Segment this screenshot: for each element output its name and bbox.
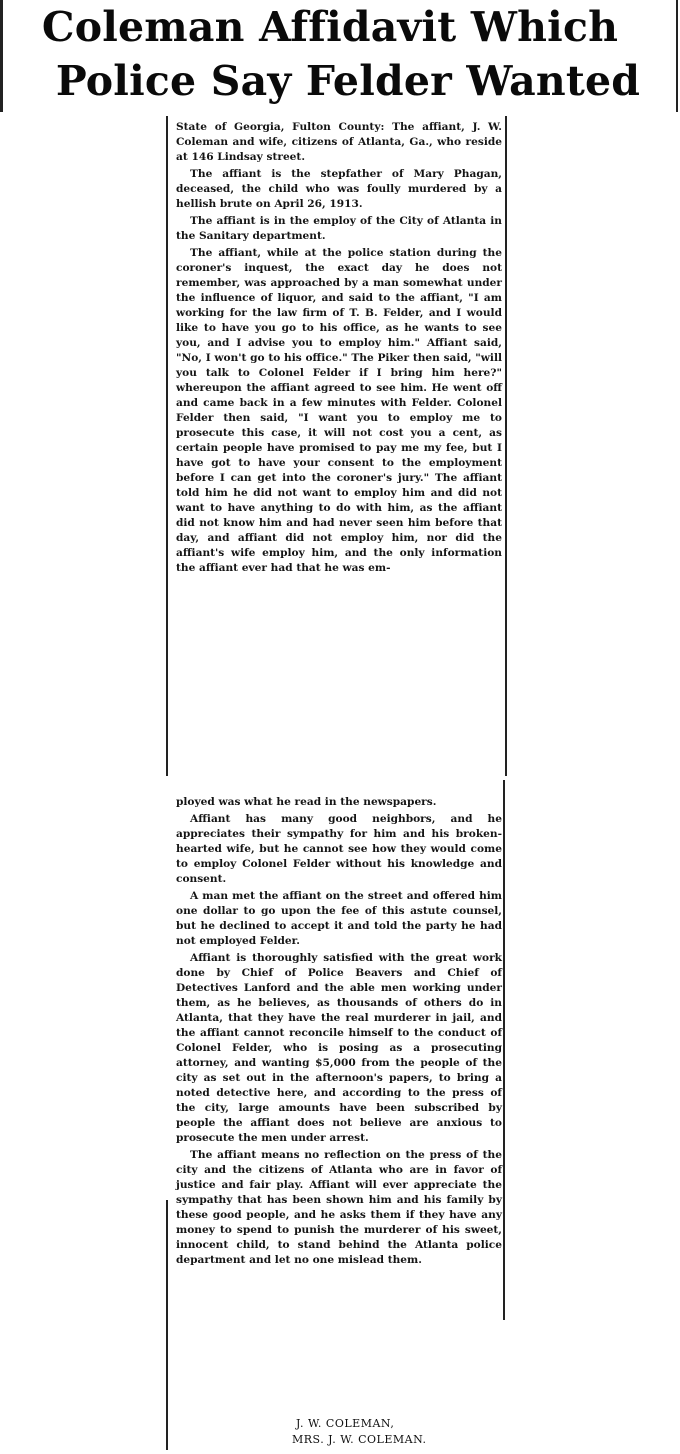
paragraph: The affiant means no reflection on the press of the city and the citizens of Atlanta who are in favor of justice and fair play. Affiant will ever appreciate the sympathy that has been shown him and his family by these good people, and he asks them if they have any money to spend to punish the murderer of his sweet, innocent child, to stand behind the Atlanta police department and let no one mislead them. (176, 1149, 502, 1266)
column-rule-left-bottom (166, 1200, 168, 1450)
paragraph: Affiant has many good neighbors, and he appreciates their sympathy for him and his broken-hearted wife, but he cannot see how they would come to employ Colonel Felder without his knowledge and consent. (176, 813, 502, 885)
paragraph: The affiant is in the employ of the City of Atlanta in the Sanitary department. (176, 215, 502, 242)
headline-line-1: Coleman Affidavit Which (41, 3, 619, 51)
paragraph: State of Georgia, Fulton County: The affiant, J. W. Coleman and wife, citizens of Atlanta, Ga., who reside at 146 Lindsay street. (176, 121, 502, 163)
signature-line-2: MRS. J. W. COLEMAN. (292, 1433, 427, 1446)
signature-line-1: J. W. COLEMAN, (296, 1417, 395, 1430)
article-body-bottom (176, 795, 502, 1270)
paragraph: The affiant is the stepfather of Mary Phagan, deceased, the child who was foully murdered by a hellish brute on April 26, 1913. (176, 168, 502, 210)
paragraph: The affiant, while at the police station during the coroner's inquest, the exact day he does not remember, was approached by a man somewhat under the influence of liquor, and said to the affiant, "I am working for the law firm of T. B. Felder, and I would like to have you go to his office, as he wants to see you, and I advise you to employ him." Affiant said, "No, I won't go to his office." The Piker then said, "will you talk to Colonel Felder if I bring him here?" whereupon the affiant agreed to see him. He went off and came back in a few minutes with Felder. Colonel Felder then said, "I want you to employ me to prosecute this case, it will not cost you a cent, as certain people have promised to pay me my fee, but I have got to have your consent to the employment before I can get into the coroner's jury." The affiant told him he did not want to employ him and did not want to have anything to do with him, as the affiant did not know him and had never seen him before that day, and affiant did not employ him, nor did the affiant's wife employ him, and the only information the affiant ever had that he was em- (176, 247, 502, 574)
paragraph: Affiant is thoroughly satisfied with the great work done by Chief of Police Beavers and Chief of Detectives Lanford and the able men working under them, as he believes, as thousands of others do in Atlanta, that they have the real murderer in jail, and the affiant cannot reconcile himself to the conduct of Colonel Felder, who is posing as a prosecuting attorney, and wanting $5,000 from the people of the city as set out in the afternoon's papers, to bring a noted detective here, and according to the press of the city, large amounts have been subscribed by people the affiant does not believe are anxious to prosecute the men under arrest. (176, 952, 502, 1144)
paragraph: A man met the affiant on the street and offered him one dollar to go upon the fee of this astute counsel, but he declined to accept it and told the party he had not employed Felder. (176, 890, 502, 947)
paragraph: ployed was what he read in the newspapers. (176, 796, 437, 808)
article-body-top (176, 120, 502, 578)
headline (0, 0, 680, 108)
headline-line-2: Police Say Felder Wanted (55, 57, 641, 105)
column-rule-left-top (166, 116, 168, 776)
column-rule-right-top (505, 116, 507, 776)
signature-block (292, 1416, 516, 1448)
column-rule-right-bottom (503, 780, 505, 1320)
